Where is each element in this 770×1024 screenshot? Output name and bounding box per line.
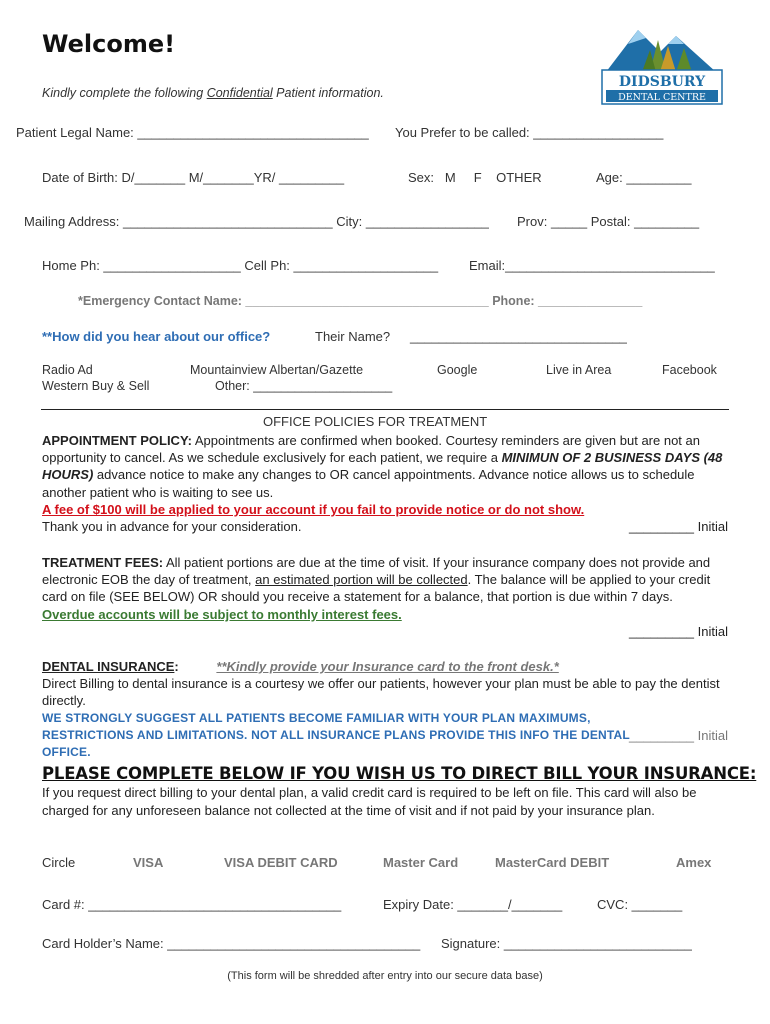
expiry-field[interactable]: Expiry Date: _______/_______ xyxy=(383,897,563,912)
clinic-logo xyxy=(598,22,726,106)
policies-heading: OFFICE POLICIES FOR TREATMENT xyxy=(263,414,488,429)
insurance-text: Direct Billing to dental insurance is a courtesy we offer our patients, however your plan must be able to pay the dentist directly. xyxy=(42,676,720,709)
insurance-warning: WE STRONGLY SUGGEST ALL PATIENTS BECOME FAMILIAR WITH YOUR PLAN MAXIMUMS, RESTRICTIONS AND LIMITATIONS. NOT ALL INSURANCE PLANS PROVIDE THIS INFO THE DENTAL OFFICE. xyxy=(42,710,630,760)
fees-underlined: an estimated portion will be collected xyxy=(255,572,468,588)
fees-text: All patient portions are due at the time of visit. If your insurance company does not provide and electronic EOB the day of treatment, xyxy=(42,555,711,588)
footnote: (This form will be shredded after entry into our secure data base) xyxy=(227,970,543,982)
treatment-fees xyxy=(42,554,730,623)
hear-about-question: **How did you hear about our office? xyxy=(42,329,271,344)
option-mastercard[interactable]: Master Card xyxy=(383,855,459,870)
appt-text-2: advance notice to make any changes to OR cancel appointments. Advance notice allows us to schedule another patient who is waiting to see us. xyxy=(42,467,695,500)
option-amex[interactable]: Amex xyxy=(676,855,712,870)
logo-line1: DIDSBURY xyxy=(618,74,706,90)
appt-label: APPOINTMENT POLICY: xyxy=(42,433,192,448)
card-number-field[interactable]: Card #: ___________________________________ xyxy=(42,897,342,912)
initial-fees[interactable]: _________ Initial xyxy=(628,624,728,639)
fees-text-2: . The balance will be applied to your credit card on file (SEE BELOW) OR should you receive a statement for a balance, that portion is due within 7 days. xyxy=(42,572,711,605)
their-name-label: Their Name? xyxy=(315,329,391,344)
thanks-text: Thank you in advance for your consideration. xyxy=(42,519,302,535)
option-mountainview[interactable]: Mountainview Albertan/Gazette xyxy=(190,363,364,377)
option-mastercard-debit[interactable]: MasterCard DEBIT xyxy=(495,855,610,870)
dob-field[interactable]: Date of Birth: D/_______ M/_______YR/ _________ xyxy=(42,170,345,185)
intro-text xyxy=(42,86,384,100)
divider xyxy=(41,409,729,410)
initial-insurance[interactable]: _________ Initial xyxy=(628,728,728,743)
prefer-name-field[interactable]: You Prefer to be called: __________________ xyxy=(395,125,664,140)
appt-text: Appointments are confirmed when booked. Courtesy reminders are given but are not an opportunity to cancel. As we schedule exclusively for each patient, we require a xyxy=(42,433,700,466)
intro-part-2: Patient information. xyxy=(272,86,384,100)
card-holder-field[interactable]: Card Holder’s Name: ___________________________________ xyxy=(42,936,421,951)
dental-insurance xyxy=(42,658,730,761)
appt-emphasis: MINIMUN OF 2 BUSINESS DAYS (48 HOURS) xyxy=(42,450,723,483)
page-title: Welcome! xyxy=(42,30,176,58)
mailing-address-field[interactable]: Mailing Address: _____________________________ City: _________________ xyxy=(24,214,489,229)
appointment-policy xyxy=(42,432,730,535)
prov-postal-field[interactable]: Prov: _____ Postal: _________ xyxy=(517,214,700,229)
legal-name-field[interactable]: Patient Legal Name: ________________________________ xyxy=(16,125,369,140)
logo-line2: DENTAL CENTRE xyxy=(618,92,706,103)
their-name-field[interactable]: ______________________________ xyxy=(410,329,627,344)
option-visa[interactable]: VISA xyxy=(133,855,164,870)
option-other[interactable]: Other: ____________________ xyxy=(215,379,393,393)
cvc-field[interactable]: CVC: _______ xyxy=(597,897,683,912)
no-show-fee: A fee of $100 will be applied to your account if you fail to provide notice or do not show. xyxy=(42,501,585,517)
billing-text: If you request direct billing to your dental plan, a valid credit card is required to be left on file. This card will also be charged for any unforeseen balance not collected at the time of visit and if not paid by your insurance plan. xyxy=(42,785,697,818)
option-western[interactable]: Western Buy & Sell xyxy=(42,379,150,393)
option-live-in-area[interactable]: Live in Area xyxy=(546,363,612,377)
circle-label: Circle xyxy=(42,855,76,870)
billing-heading: PLEASE COMPLETE BELOW IF YOU WISH US TO DIRECT BILL YOUR INSURANCE: xyxy=(42,764,757,783)
option-google[interactable]: Google xyxy=(437,363,478,377)
emergency-contact-field[interactable]: *Emergency Contact Name: ___________________________________ Phone: _______________ xyxy=(78,294,643,308)
age-field[interactable]: Age: _________ xyxy=(596,170,692,185)
intro-confidential: Confidential xyxy=(206,86,273,100)
signature-field[interactable]: Signature: __________________________ xyxy=(441,936,692,951)
option-radio-ad[interactable]: Radio Ad xyxy=(42,363,93,377)
intro-part: Kindly complete the following xyxy=(42,86,207,100)
fees-label: TREATMENT FEES: xyxy=(42,555,164,570)
insurance-card-note: **Kindly provide your Insurance card to the front desk.* xyxy=(216,659,559,674)
option-facebook[interactable]: Facebook xyxy=(662,363,717,377)
sex-field[interactable]: Sex: M F OTHER xyxy=(408,170,542,185)
email-field[interactable]: Email:_____________________________ xyxy=(469,258,715,273)
option-visa-debit[interactable]: VISA DEBIT CARD xyxy=(224,855,338,870)
initial-appointment[interactable]: _________ Initial xyxy=(628,519,728,534)
phone-fields[interactable]: Home Ph: ___________________ Cell Ph: ____________________ xyxy=(42,258,439,273)
mountain-logo-icon xyxy=(598,22,726,106)
insurance-colon: : xyxy=(174,659,179,674)
insurance-label: DENTAL INSURANCE xyxy=(42,659,175,674)
overdue-note: Overdue accounts will be subject to monthly interest fees. xyxy=(42,606,402,622)
